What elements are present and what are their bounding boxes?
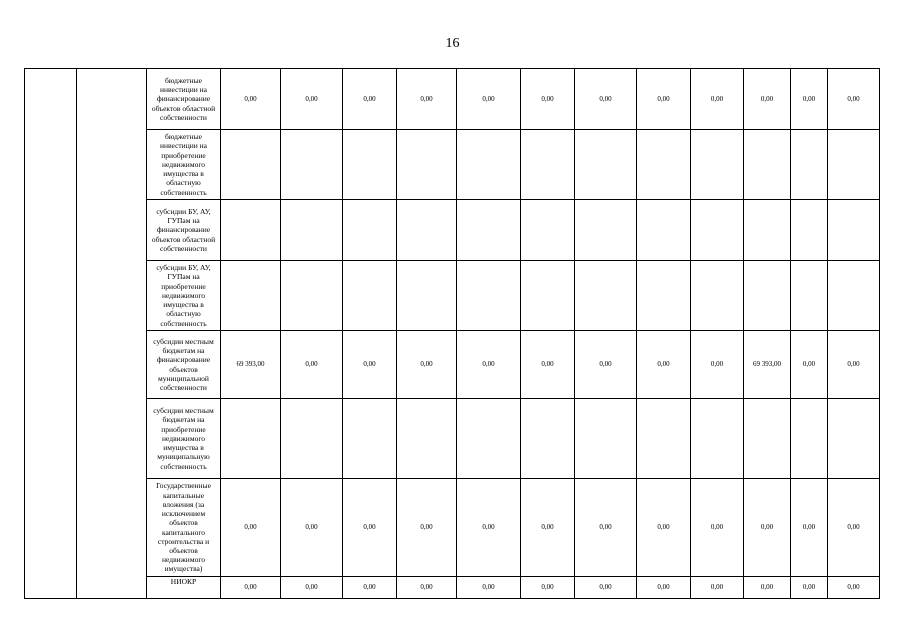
value-cell	[221, 200, 281, 261]
value-cell: 0,00	[343, 577, 397, 599]
value-cell	[637, 200, 691, 261]
value-cell	[457, 261, 521, 331]
value-cell: 0,00	[521, 331, 575, 399]
value-cell	[828, 399, 880, 479]
value-cell: 0,00	[343, 69, 397, 130]
value-cell: 0,00	[637, 479, 691, 577]
value-cell	[791, 399, 828, 479]
value-cell	[575, 261, 637, 331]
value-cell	[397, 399, 457, 479]
value-cell	[637, 261, 691, 331]
table-row	[25, 261, 880, 331]
value-cell: 0,00	[691, 69, 744, 130]
value-cell	[521, 200, 575, 261]
value-cell: 0,00	[457, 577, 521, 599]
value-cell: 0,00	[744, 69, 791, 130]
value-cell: 0,00	[791, 69, 828, 130]
value-cell: 0,00	[791, 577, 828, 599]
value-cell: 0,00	[343, 331, 397, 399]
value-cell	[828, 200, 880, 261]
value-cell: 0,00	[575, 577, 637, 599]
value-cell	[691, 261, 744, 331]
value-cell	[457, 130, 521, 200]
table-row	[25, 399, 880, 479]
budget-table	[24, 68, 880, 599]
value-cell	[637, 130, 691, 200]
row-label: субсидии местным бюджетам на приобретение недвижимого имущества в муниципальную собственность	[147, 399, 221, 479]
row-label: Государственные капитальные вложения (за исключением объектов капитального строительства и объектов недвижимого имущества)	[147, 479, 221, 577]
value-cell: 0,00	[691, 479, 744, 577]
page-number: 16	[445, 36, 460, 51]
value-cell: 0,00	[457, 331, 521, 399]
table-row	[25, 479, 880, 577]
table-row	[25, 130, 880, 200]
value-cell	[791, 130, 828, 200]
value-cell	[221, 130, 281, 200]
value-cell: 0,00	[397, 69, 457, 130]
value-cell	[521, 130, 575, 200]
value-cell: 0,00	[281, 331, 343, 399]
value-cell: 0,00	[691, 577, 744, 599]
value-cell: 0,00	[281, 479, 343, 577]
table-row	[25, 331, 880, 399]
value-cell	[575, 399, 637, 479]
value-cell	[221, 261, 281, 331]
value-cell	[397, 261, 457, 331]
row-label: субсидии БУ, АУ, ГУПам на приобретение недвижимого имущества в областную собственность	[147, 261, 221, 331]
empty-column-2	[77, 69, 147, 599]
value-cell: 0,00	[828, 577, 880, 599]
value-cell: 0,00	[343, 479, 397, 577]
value-cell	[281, 200, 343, 261]
value-cell	[343, 261, 397, 331]
value-cell: 0,00	[397, 331, 457, 399]
value-cell: 0,00	[457, 479, 521, 577]
value-cell	[791, 200, 828, 261]
value-cell: 0,00	[637, 331, 691, 399]
value-cell	[221, 399, 281, 479]
value-cell	[457, 200, 521, 261]
value-cell	[744, 261, 791, 331]
value-cell: 0,00	[828, 479, 880, 577]
value-cell	[343, 399, 397, 479]
value-cell	[791, 261, 828, 331]
value-cell	[343, 130, 397, 200]
table-row	[25, 69, 880, 130]
row-label: бюджетные инвестиции на финансирование объектов областной собственности	[147, 69, 221, 130]
value-cell	[828, 130, 880, 200]
value-cell	[744, 130, 791, 200]
value-cell: 0,00	[575, 69, 637, 130]
value-cell: 0,00	[828, 331, 880, 399]
value-cell: 0,00	[397, 577, 457, 599]
value-cell: 0,00	[221, 69, 281, 130]
value-cell: 0,00	[281, 69, 343, 130]
value-cell: 0,00	[457, 69, 521, 130]
value-cell: 0,00	[397, 479, 457, 577]
value-cell	[457, 399, 521, 479]
value-cell: 0,00	[221, 577, 281, 599]
value-cell: 69 393,00	[221, 331, 281, 399]
value-cell	[691, 130, 744, 200]
value-cell: 0,00	[521, 69, 575, 130]
value-cell	[521, 399, 575, 479]
row-label: бюджетные инвестиции на приобретение недвижимого имущества в областную собственность	[147, 130, 221, 200]
value-cell	[281, 399, 343, 479]
value-cell	[691, 200, 744, 261]
value-cell	[828, 261, 880, 331]
value-cell: 0,00	[828, 69, 880, 130]
value-cell: 0,00	[744, 479, 791, 577]
empty-column-1	[25, 69, 77, 599]
value-cell	[575, 130, 637, 200]
value-cell	[397, 200, 457, 261]
value-cell	[281, 130, 343, 200]
value-cell: 0,00	[521, 577, 575, 599]
value-cell	[744, 399, 791, 479]
value-cell: 69 393,00	[744, 331, 791, 399]
value-cell	[281, 261, 343, 331]
value-cell: 0,00	[744, 577, 791, 599]
row-label: НИОКР	[147, 577, 221, 599]
value-cell: 0,00	[791, 331, 828, 399]
row-label: субсидии БУ, АУ, ГУПам на финансирование объектов областной собственности	[147, 200, 221, 261]
value-cell	[521, 261, 575, 331]
value-cell: 0,00	[575, 331, 637, 399]
row-label: субсидии местным бюджетам на финансирование объектов муниципальной собственности	[147, 331, 221, 399]
value-cell	[397, 130, 457, 200]
value-cell: 0,00	[691, 331, 744, 399]
value-cell: 0,00	[221, 479, 281, 577]
table-row	[25, 200, 880, 261]
value-cell: 0,00	[575, 479, 637, 577]
value-cell	[575, 200, 637, 261]
value-cell	[744, 200, 791, 261]
value-cell: 0,00	[791, 479, 828, 577]
value-cell	[691, 399, 744, 479]
value-cell: 0,00	[637, 69, 691, 130]
value-cell: 0,00	[521, 479, 575, 577]
table-row	[25, 577, 880, 599]
value-cell: 0,00	[637, 577, 691, 599]
value-cell	[343, 200, 397, 261]
value-cell	[637, 399, 691, 479]
value-cell: 0,00	[281, 577, 343, 599]
